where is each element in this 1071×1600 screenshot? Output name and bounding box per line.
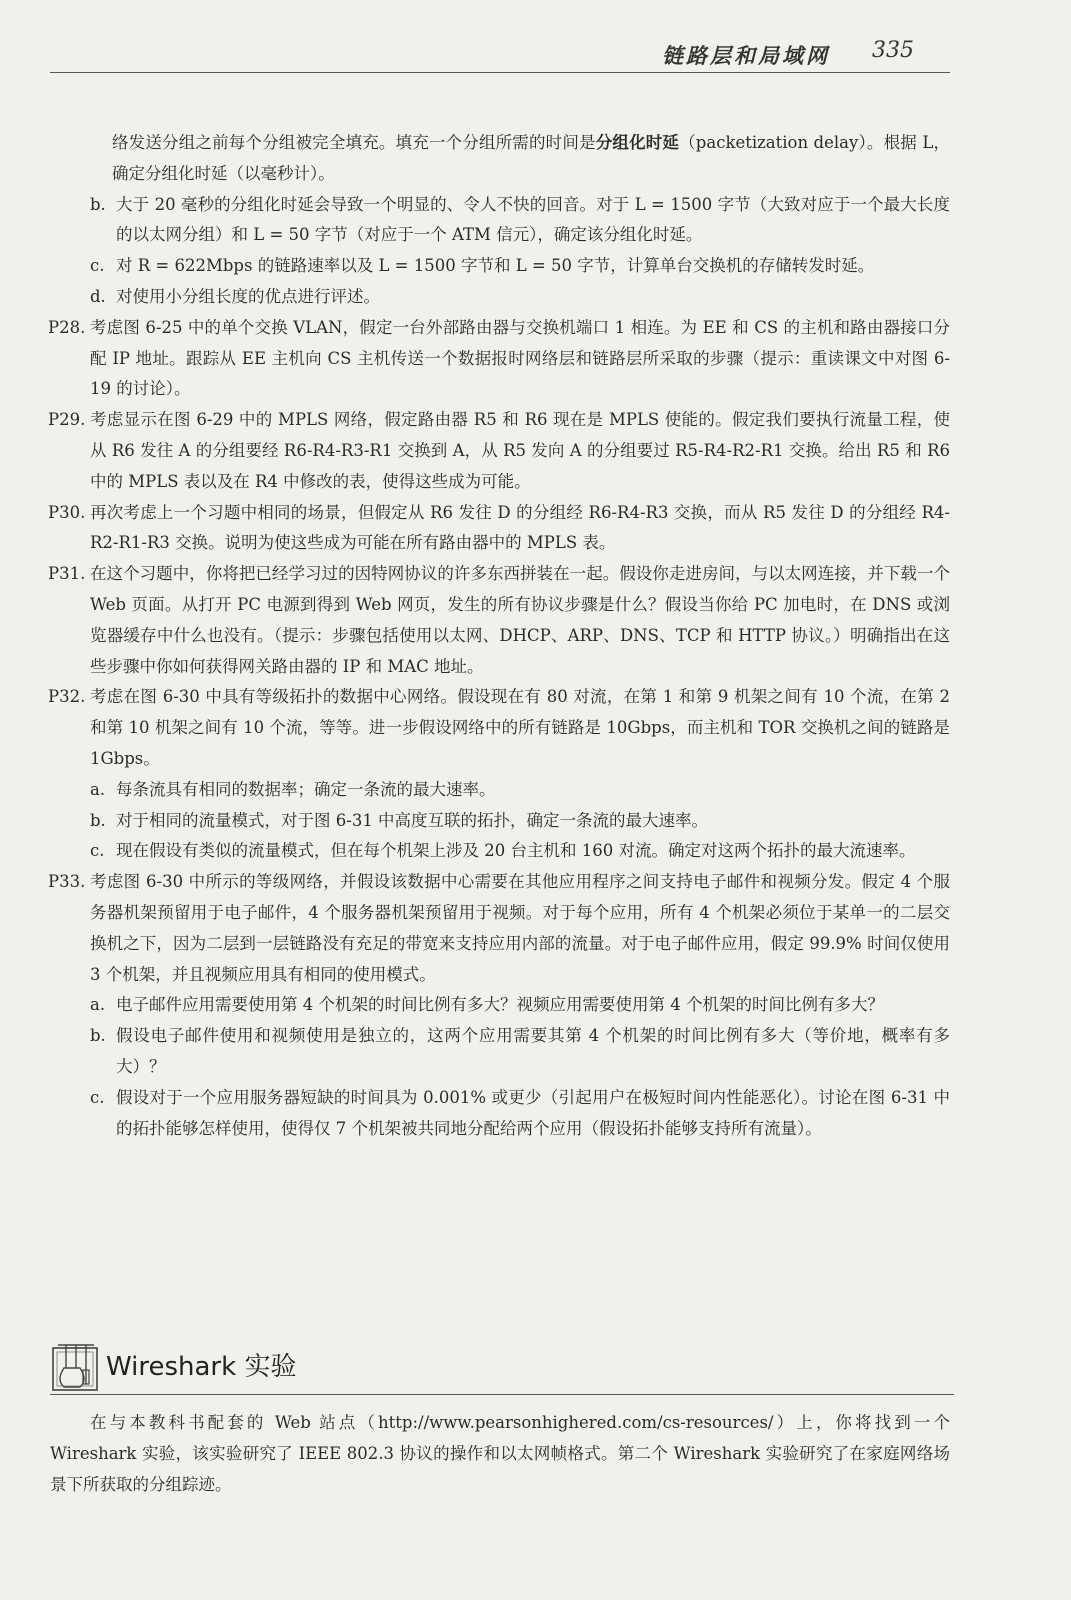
subitem-label: c.: [90, 841, 105, 861]
problem-number: P33.: [48, 872, 86, 892]
subitem-text: 电子邮件应用需要使用第 4 个机架的时间比例有多大？视频应用需要使用第 4 个机架的时间比例有多大？: [116, 995, 884, 1015]
subitem-b: [50, 806, 950, 837]
subitem-b: [50, 1021, 950, 1083]
key-term: 分组化时延: [595, 133, 680, 152]
subitem-text: 对使用小分组长度的优点进行评述。: [116, 286, 380, 306]
problem-p33: [50, 867, 950, 990]
subitem-text: 现在假设有类似的流量模式，但在每个机架上涉及 20 台主机和 160 对流。确定对这两个拓扑的最大流速率。: [116, 841, 916, 861]
subitem-a: [50, 990, 950, 1021]
page-number: 335: [872, 38, 914, 63]
lab-body: [50, 1408, 950, 1500]
problem-text: 考虑在图 6-30 中具有等级拓扑的数据中心网络。假设现在有 80 对流，在第 1 和第 9 机架之间有 10 个流，在第 2 和第 10 机架之间有 10 个流，等等。进一步假设网络中的所有链路是 10Gbps，而主机和 TOR 交换机之间的链路是 1Gbps。: [90, 687, 950, 768]
problem-number: P29.: [48, 410, 86, 430]
subitem-text: 对于相同的流量模式，对于图 6-31 中高度互联的拓扑，确定一条流的最大速率。: [116, 810, 709, 830]
subitem-text: 每条流具有相同的数据率；确定一条流的最大速率。: [116, 779, 496, 799]
problem-p32: [50, 682, 950, 774]
problem-text: 考虑图 6-25 中的单个交换 VLAN，假定一台外部路由器与交换机端口 1 相连。为 EE 和 CS 的主机和路由器接口分配 IP 地址。跟踪从 EE 主机向 CS 主机传送一个数据报时网络层和链路层所采取的步骤（提示：重读课文中对图 6-19 的讨论）。: [90, 317, 950, 399]
problem-number: P28.: [48, 317, 86, 337]
continuation-paragraph: [50, 128, 950, 190]
continuation-text-post: （packetization delay）。根据 L，确定分组化时延（以毫秒计）。: [112, 133, 951, 183]
problem-p31: [50, 559, 950, 682]
problem-p28: [50, 313, 950, 405]
problem-number: P30.: [48, 502, 86, 522]
lab-paragraph: 在与本教科书配套的 Web 站点（http://www.pearsonhighered.com/cs-resources/）上，你将找到一个 Wireshark 实验，该实验研究了 IEEE 802.3 协议的操作和以太网帧格式。第二个 Wireshark 实验研究了在家庭网络场景下所获取的分组踪迹。: [50, 1413, 950, 1494]
continuation-text-pre: 络发送分组之前每个分组被完全填充。填充一个分组所需的时间是: [112, 133, 596, 152]
subitem-c: [50, 836, 950, 867]
subitem-label: b.: [90, 810, 106, 830]
subitem-text: 大于 20 毫秒的分组化时延会导致一个明显的、令人不快的回音。对于 L = 1500 字节（大致对应于一个最大长度的以太网分组）和 L = 50 字节（对应于一个 ATM 信元），确定该分组化时延。: [116, 194, 950, 245]
problem-number: P31.: [48, 564, 86, 584]
problem-p29: [50, 405, 950, 497]
subitem-c: [50, 1083, 950, 1145]
lab-flask-icon: [52, 1340, 100, 1392]
subitem-label: c.: [90, 256, 105, 276]
wireshark-lab-heading: [50, 1336, 954, 1395]
problem-number: P32.: [48, 687, 86, 707]
problem-p30: [50, 498, 950, 560]
exercise-text: [50, 128, 950, 1144]
running-title: 链路层和局域网: [662, 43, 830, 68]
subitem-a: [50, 775, 950, 806]
running-header: [50, 36, 950, 73]
problem-text: 在这个习题中，你将把已经学习过的因特网协议的许多东西拼装在一起。假设你走进房间，与以太网连接，并下载一个 Web 页面。从打开 PC 电源到得到 Web 网页，发生的所有协议步骤是什么？假设当你给 PC 加电时，在 DNS 或浏览器缓存中什么也没有。（提示：步骤包括使用以太网、DHCP、ARP、DNS、TCP 和 HTTP 协议。）明确指出在这些步骤中你如何获得网关路由器的 IP 和 MAC 地址。: [90, 564, 950, 676]
subitem-label: b.: [90, 194, 106, 214]
lab-title: Wireshark 实验: [106, 1352, 297, 1382]
problem-text: 再次考虑上一个习题中相同的场景，但假定从 R6 发往 D 的分组经 R6-R4-R3 交换，而从 R5 发往 D 的分组经 R4-R2-R1-R3 交换。说明为使这些成为可能在所有路由器中的 MPLS 表。: [90, 502, 950, 553]
subitem-text: 假设对于一个应用服务器短缺的时间具为 0.001% 或更少（引起用户在极短时间内性能恶化）。讨论在图 6-31 中的拓扑能够怎样使用，使得仅 7 个机架被共同地分配给两个应用（假设拓扑能够支持所有流量）。: [116, 1087, 950, 1138]
subitem-text: 对 R = 622Mbps 的链路速率以及 L = 1500 字节和 L = 50 字节，计算单台交换机的存储转发时延。: [116, 256, 875, 276]
subitem-label: b.: [90, 1026, 106, 1046]
subitem-label: c.: [90, 1087, 105, 1107]
subitem-c: [50, 251, 950, 282]
subitem-d: [50, 282, 950, 313]
problem-text: 考虑图 6-30 中所示的等级网络，并假设该数据中心需要在其他应用程序之间支持电子邮件和视频分发。假定 4 个服务器机架预留用于电子邮件，4 个服务器机架预留用于视频。对于每个应用，所有 4 个机架必须位于某单一的二层交换机之下，因为二层到一层链路没有充足的带宽来支持应用内部的流量。对于电子邮件应用，假定 99.9% 时间仅使用 3 个机架，并且视频应用具有相同的使用模式。: [90, 872, 950, 984]
subitem-b: [50, 190, 950, 252]
subitem-text: 假设电子邮件使用和视频使用是独立的，这两个应用需要其第 4 个机架的时间比例有多大（等价地，概率有多大）？: [116, 1026, 950, 1076]
subitem-label: a.: [90, 995, 106, 1015]
problem-text: 考虑显示在图 6-29 中的 MPLS 网络，假定路由器 R5 和 R6 现在是 MPLS 使能的。假定我们要执行流量工程，使从 R6 发往 A 的分组要经 R6-R4-R3-R1 交换到 A，从 R5 发向 A 的分组要过 R5-R4-R2-R1 交换。给出 R5 和 R6 中的 MPLS 表以及在 R4 中修改的表，使得这些成为可能。: [90, 410, 950, 491]
subitem-label: a.: [90, 779, 106, 799]
subitem-label: d.: [90, 286, 106, 306]
